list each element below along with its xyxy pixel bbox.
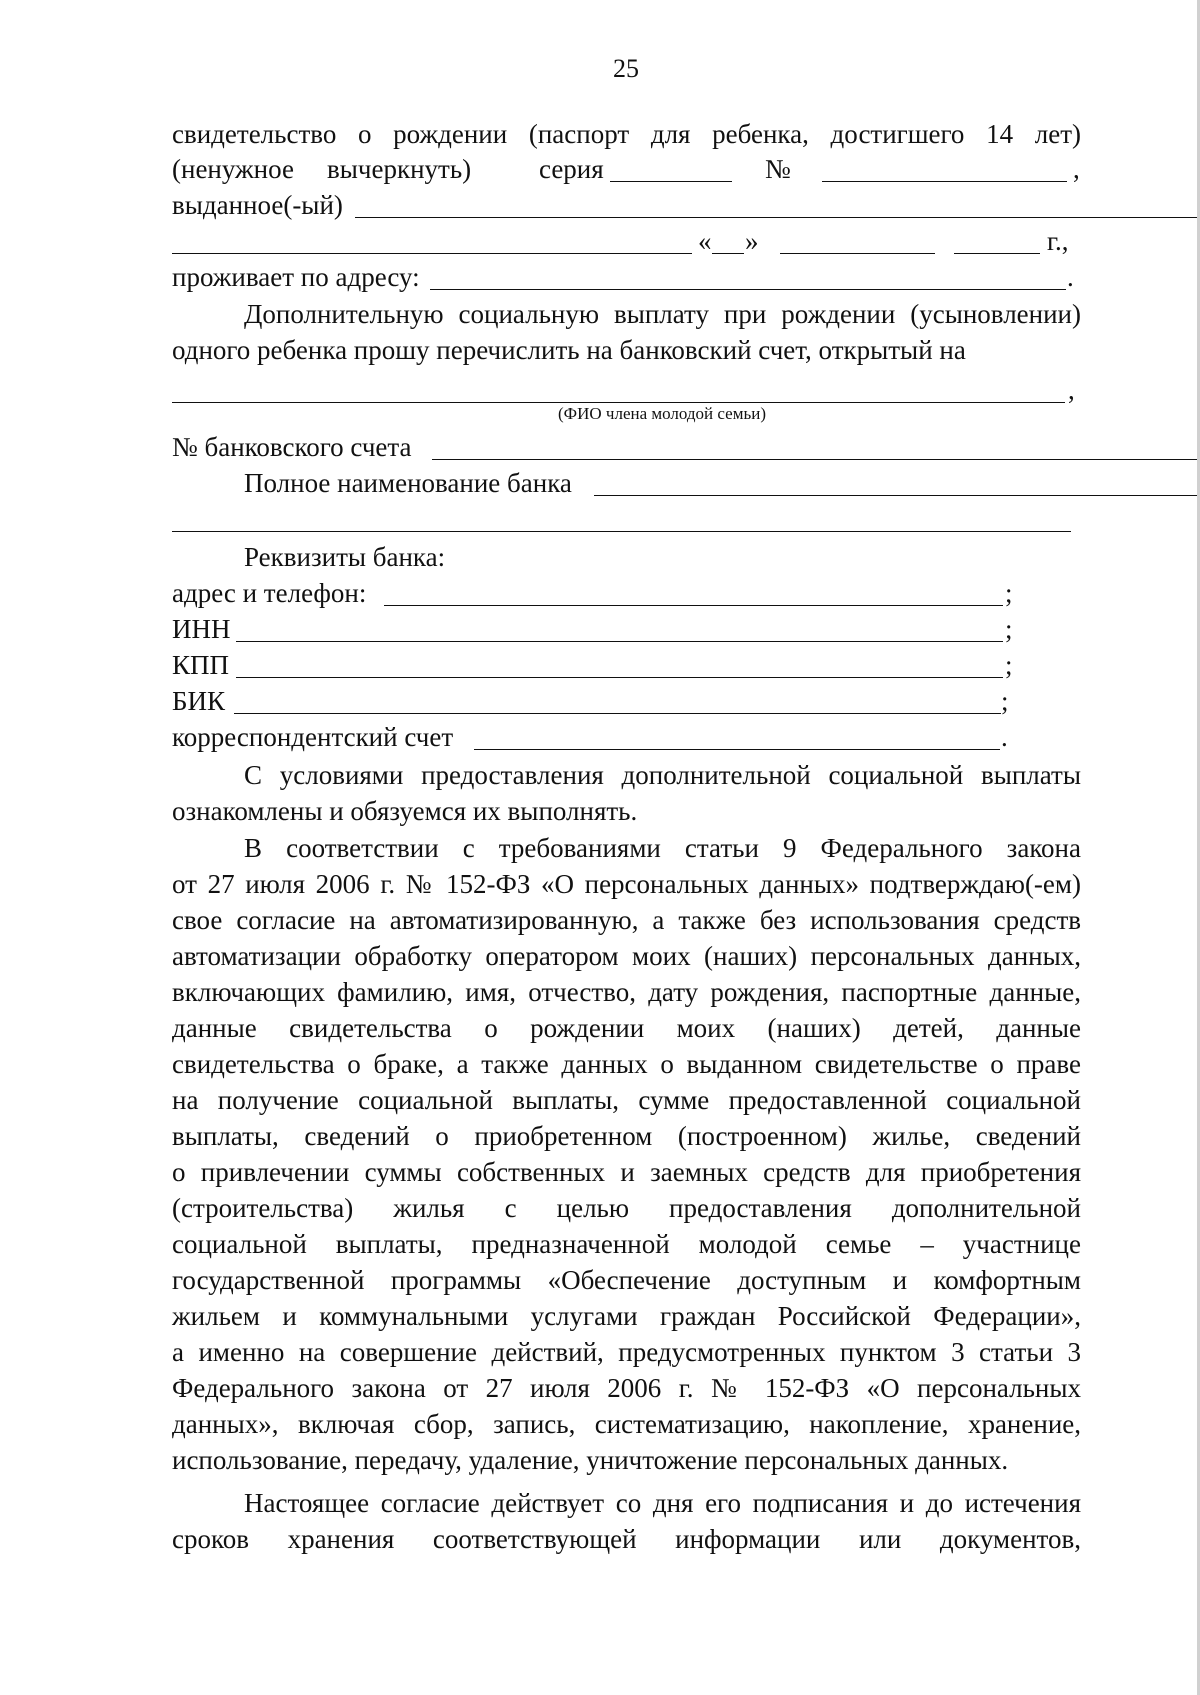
series-field[interactable] — [610, 151, 732, 187]
month-field[interactable] — [780, 223, 935, 259]
year-field[interactable] — [954, 223, 1040, 259]
number-field[interactable] — [822, 151, 1067, 187]
bank-address-field[interactable] — [384, 575, 1003, 611]
paragraph-line: В соответствии с требованиями статьи 9 Федерального закона — [244, 833, 1081, 863]
text-fragment: , — [1068, 375, 1075, 405]
paragraph-line: ознакомлены и обязуемся их выполнять. — [172, 796, 638, 826]
paragraph-line: жильем и коммунальными услугами граждан Российской Федерации», — [172, 1301, 1081, 1331]
corr-account-field[interactable] — [474, 719, 1000, 755]
paragraph-line: С условиями предоставления дополнительной социальной выплаты — [244, 760, 1081, 790]
fio-caption: (ФИО члена молодой семьи) — [558, 404, 766, 423]
text-fragment: выданное(-ый) — [172, 190, 343, 220]
paragraph-line: данные свидетельства о рождении моих (наших) детей, данные — [172, 1013, 1081, 1043]
text-fragment: № — [765, 154, 791, 184]
kpp-field[interactable] — [236, 647, 1003, 683]
bank-name-continuation-field[interactable] — [172, 501, 1071, 537]
bank-name-field[interactable] — [594, 465, 1200, 501]
text-line: Дополнительную социальную выплату при рождении (усыновлении) — [244, 299, 1081, 329]
text-fragment: (ненужное — [172, 154, 294, 184]
text-fragment: БИК — [172, 686, 226, 716]
account-number-field[interactable] — [432, 429, 1200, 465]
text-fragment: ; — [1001, 686, 1009, 716]
paragraph-line: социальной выплаты, предназначенной молодой семье – участнице — [172, 1229, 1081, 1259]
paragraph-line: автоматизации обработку оператором моих (наших) персональных данных, — [172, 941, 1081, 971]
paragraph-line: использование, передачу, удаление, уничтожение персональных данных. — [172, 1445, 1009, 1475]
text-fragment: г., — [1047, 226, 1069, 256]
text-fragment: . — [1001, 722, 1008, 752]
page-number: 25 — [613, 54, 639, 83]
inn-field[interactable] — [236, 611, 1003, 647]
paragraph-line: свидетельства о браке, а также данных о выданном свидетельстве о праве — [172, 1049, 1081, 1079]
paragraph-line: государственной программы «Обеспечение доступным и комфортным — [172, 1265, 1081, 1295]
text-fragment: адрес и телефон: — [172, 578, 367, 608]
text-fragment: . — [1067, 262, 1074, 292]
paragraph-line: выплаты, сведений о приобретенном (построенном) жилье, сведений — [172, 1121, 1081, 1151]
paragraph-line: от 27 июля 2006 г. № 152-ФЗ «О персональных данных» подтверждаю(-ем) — [172, 869, 1081, 899]
address-field[interactable] — [430, 259, 1066, 295]
text-fragment: корреспондентский счет — [172, 722, 454, 752]
text-line: Реквизиты банка: — [244, 542, 446, 572]
text-fragment: « — [698, 226, 712, 256]
paragraph-line: включающих фамилию, имя, отчество, дату рождения, паспортные данные, — [172, 977, 1081, 1007]
text-fragment: ; — [1005, 650, 1013, 680]
text-fragment: КПП — [172, 650, 230, 680]
text-fragment: № банковского счета — [172, 432, 412, 462]
paragraph-line: сроков хранения соответствующей информации или документов, — [172, 1524, 1081, 1554]
text-fragment: серия — [539, 154, 604, 184]
text-fragment: ; — [1005, 614, 1013, 644]
issued-by-continuation-field[interactable] — [172, 223, 692, 259]
text-fragment: ИНН — [172, 614, 231, 644]
text-line: одного ребенка прошу перечислить на банковский счет, открытый на — [172, 335, 966, 365]
text-fragment: , — [1073, 154, 1080, 184]
text-fragment: проживает по адресу: — [172, 262, 420, 292]
paragraph-line: свое согласие на автоматизированную, а также без использования средств — [172, 905, 1081, 935]
paragraph-line: а именно на совершение действий, предусмотренных пунктом 3 статьи 3 — [172, 1337, 1081, 1367]
paragraph-line: Федерального закона от 27 июля 2006 г. № 152-ФЗ «О персональных — [172, 1373, 1081, 1403]
issued-by-field[interactable] — [355, 187, 1200, 223]
day-field[interactable] — [712, 223, 744, 259]
text-fragment: » — [745, 226, 759, 256]
text-fragment: вычеркнуть) — [327, 154, 472, 184]
paragraph-line: (строительства) жилья с целью предоставления дополнительной — [172, 1193, 1081, 1223]
text-line: свидетельство о рождении (паспорт для ребенка, достигшего 14 лет) — [172, 119, 1081, 149]
fio-field[interactable] — [172, 372, 1065, 408]
paragraph-line: о привлечении суммы собственных и заемных средств для приобретения — [172, 1157, 1081, 1187]
paragraph-line: Настоящее согласие действует со дня его подписания и до истечения — [244, 1488, 1081, 1518]
paragraph-line: на получение социальной выплаты, сумме предоставленной социальной — [172, 1085, 1081, 1115]
text-fragment: Полное наименование банка — [244, 468, 572, 498]
text-fragment: ; — [1005, 578, 1013, 608]
paragraph-line: данных», включая сбор, запись, систематизацию, накопление, хранение, — [172, 1409, 1081, 1439]
bik-field[interactable] — [234, 683, 1001, 719]
